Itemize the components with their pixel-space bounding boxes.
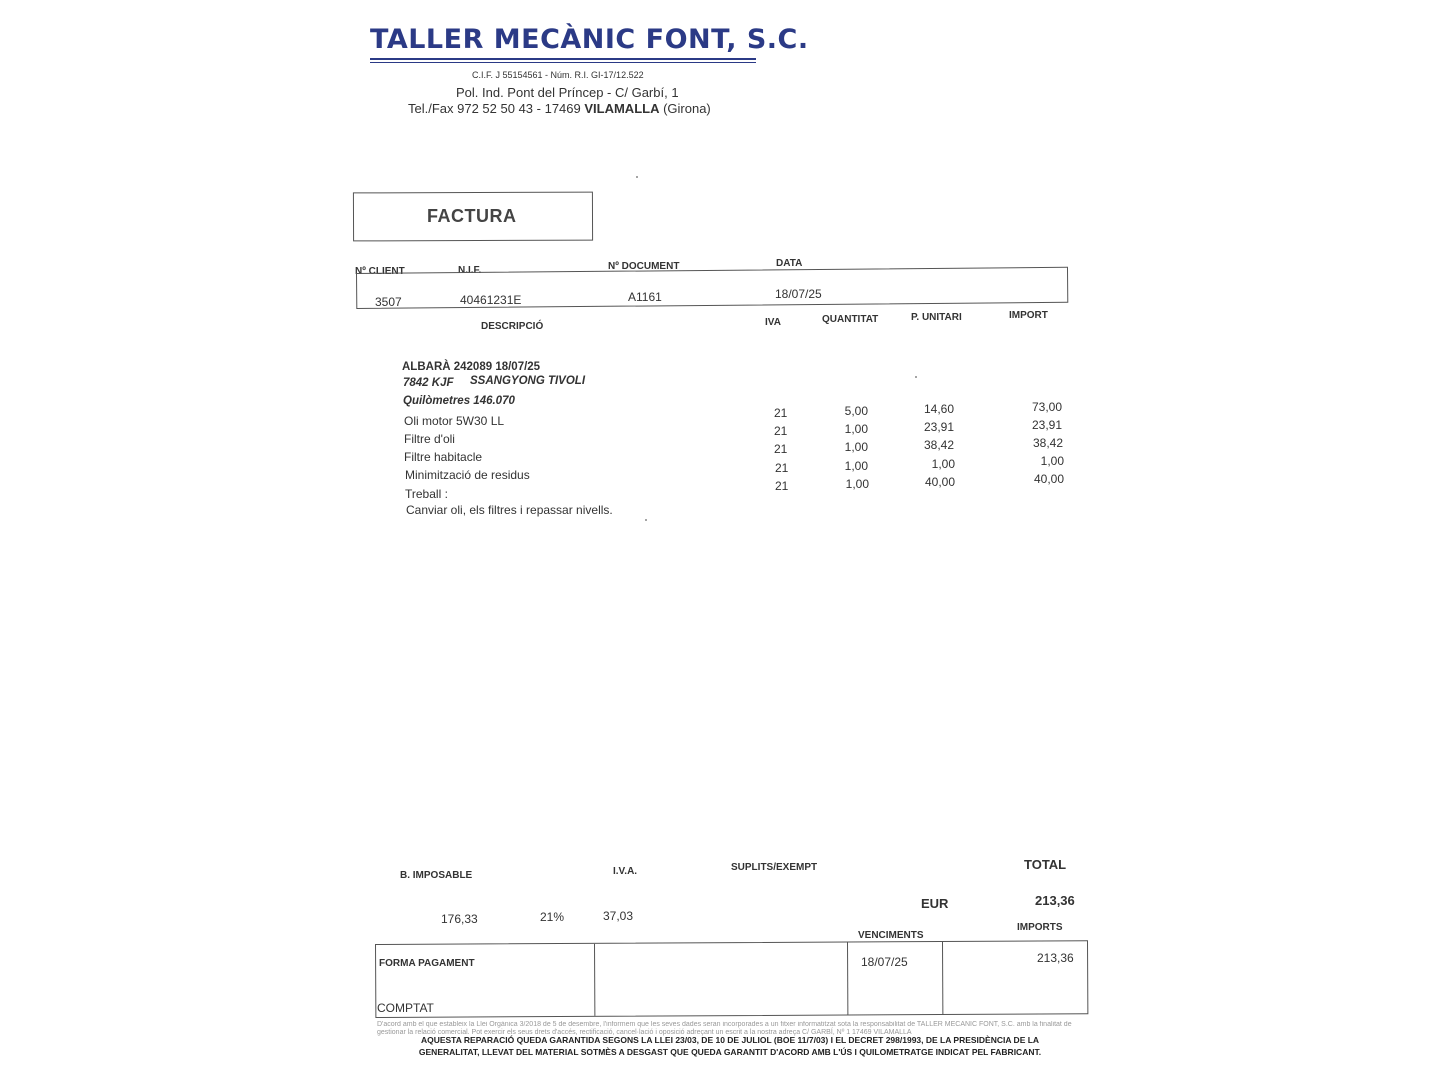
company-cif: C.I.F. J 55154561 - Núm. R.I. GI-17/12.522 xyxy=(472,70,644,80)
line-item-qty: 5,00 xyxy=(844,404,868,418)
payment-method: COMPTAT xyxy=(377,1001,434,1015)
line-item-qty: 1,00 xyxy=(844,422,868,436)
payment-box xyxy=(375,940,1088,1018)
line-item-amount: 73,00 xyxy=(1031,400,1062,414)
line-item-desc: Minimització de residus xyxy=(405,468,530,482)
client-number: 3507 xyxy=(375,295,402,309)
company-region: (Girona) xyxy=(659,101,711,116)
col-description: DESCRIPCIÓ xyxy=(481,321,544,332)
vehicle-km: Quilòmetres 146.070 xyxy=(403,395,515,407)
line-item-price: 1,00 xyxy=(931,457,955,471)
line-item-desc: Oli motor 5W30 LL xyxy=(404,414,505,428)
line-item-qty: 1,00 xyxy=(844,459,868,473)
company-contact xyxy=(408,101,711,116)
company-phone: Tel./Fax 972 52 50 43 - 17469 xyxy=(408,101,585,116)
logo-underline xyxy=(370,58,756,60)
suplits-label: SUPLITS/EXEMPT xyxy=(731,862,818,873)
line-item-amount: 38,42 xyxy=(1032,436,1063,450)
document-label: Nº DOCUMENT xyxy=(608,261,680,272)
work-note: Canviar oli, els filtres i repassar nivells. xyxy=(406,503,613,517)
line-item-price: 14,60 xyxy=(923,402,954,416)
payment-method-label: FORMA PAGAMENT xyxy=(379,958,475,969)
iva-amount: 37,03 xyxy=(603,909,634,923)
line-item-iva: 21 xyxy=(775,479,789,493)
line-item-iva: 21 xyxy=(774,406,788,420)
col-quantity: QUANTITAT xyxy=(822,314,879,325)
due-date: 18/07/25 xyxy=(861,955,908,969)
nif-label: N.I.F. xyxy=(458,265,482,276)
due-amount: 213,36 xyxy=(1037,951,1074,965)
total-amount: 213,36 xyxy=(1035,893,1075,908)
line-item-desc: Treball : xyxy=(405,487,448,501)
col-amount: IMPORT xyxy=(1009,310,1048,321)
delivery-note: ALBARÀ 242089 18/07/25 xyxy=(402,361,541,373)
line-item-price: 40,00 xyxy=(924,475,955,489)
line-item-iva: 21 xyxy=(774,424,788,438)
document-date: 18/07/25 xyxy=(775,287,822,301)
imports-label: IMPORTS xyxy=(1017,922,1063,933)
privacy-fine-print: D'acord amb el que estableix la Llei Orgànica 3/2018 de 5 de desembre, l'informem que les seves dades seran incorporades a un fitxer informatitzat sota la responsabilitat de TALLER MECÀNIC FONT, S.C. amb la finalitat de gestionar la relació comercial. Pot exercir els seus drets d'accés, rectificació, cancel·lació i oposició adreçant un escrit a la nostra adreça C/ GARBÍ, Nº 1 17469 VILAMALLA xyxy=(377,1021,1072,1036)
scan-speck xyxy=(915,376,917,378)
total-label: TOTAL xyxy=(1024,857,1067,872)
vehicle-plate: 7842 KJF xyxy=(403,377,454,389)
iva-rate: 21% xyxy=(540,910,565,924)
line-item-desc: Filtre habitacle xyxy=(404,450,483,464)
iva-label: I.V.A. xyxy=(613,866,638,877)
col-unit-price: P. UNITARI xyxy=(911,312,962,323)
nif-value: 40461231E xyxy=(460,293,522,307)
company-address: Pol. Ind. Pont del Príncep - C/ Garbí, 1 xyxy=(456,85,679,100)
line-item-qty: 1,00 xyxy=(845,477,869,491)
line-item-iva: 21 xyxy=(774,442,788,456)
line-item-price: 38,42 xyxy=(923,438,954,452)
logo-underline-thin xyxy=(370,62,756,63)
base-label: B. IMPOSABLE xyxy=(400,870,473,881)
currency: EUR xyxy=(921,896,949,911)
payment-divider xyxy=(594,944,595,1016)
due-label: VENCIMENTS xyxy=(858,930,924,941)
line-item-amount: 23,91 xyxy=(1031,418,1062,432)
document-number: A1161 xyxy=(628,290,662,304)
scan-speck xyxy=(645,519,647,521)
line-item-amount: 40,00 xyxy=(1033,472,1064,486)
base-amount: 176,33 xyxy=(441,912,478,926)
payment-divider xyxy=(942,942,943,1014)
line-item-amount: 1,00 xyxy=(1040,454,1064,468)
company-logo: TALLER MECÀNIC FONT, S.C. xyxy=(370,24,809,55)
date-label: DATA xyxy=(776,258,803,269)
line-item-desc: Filtre d'oli xyxy=(404,432,455,446)
line-item-price: 23,91 xyxy=(923,420,954,434)
line-item-qty: 1,00 xyxy=(844,440,868,454)
warranty-notice: AQUESTA REPARACIÓ QUEDA GARANTIDA SEGONS LA LLEI 23/03, DE 10 DE JULIOL (BOE 11/7/03) I EL DECRET 298/1993, DE LA PRESIDÈNCIA DE LA GENERALITAT, LLEVAT DEL MATERIAL SOTMÈS A DESGAST QUE QUEDA GARANTIT D'ACORD AMB L'ÚS I QUILOMETRATGE INDICAT PEL FABRICANT. xyxy=(418,1035,1042,1057)
payment-divider xyxy=(847,943,848,1015)
scan-speck xyxy=(636,176,638,178)
client-label: Nº CLIENT xyxy=(355,266,405,277)
line-item-iva: 21 xyxy=(775,461,789,475)
document-title: FACTURA xyxy=(427,206,517,226)
col-iva: IVA xyxy=(765,317,781,328)
vehicle-model: SSANGYONG TIVOLI xyxy=(470,375,586,387)
company-city: VILAMALLA xyxy=(584,101,660,116)
